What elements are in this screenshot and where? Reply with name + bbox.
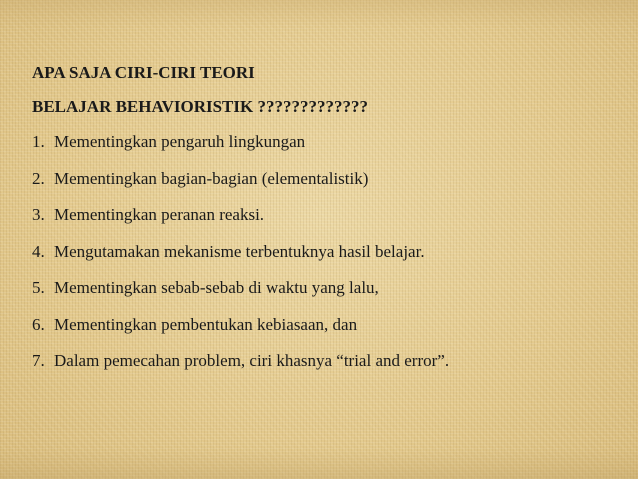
list-text: Mementingkan bagian-bagian (elementalistik)	[54, 168, 369, 188]
list-text: Mementingkan pengaruh lingkungan	[54, 132, 306, 151]
list-text: Mementingkan pembentukan kebiasaan, dan	[54, 314, 358, 334]
list-text: Mementingkan peranan reaksi.	[54, 205, 265, 224]
list-item	[32, 124, 622, 161]
list-item	[32, 161, 622, 198]
slide-content	[32, 56, 622, 380]
list-text: Mengutamakan mekanisme terbentuknya hasil belajar.	[54, 241, 425, 261]
list-number: 5.	[32, 278, 45, 297]
top-decorative-band	[0, 0, 638, 28]
list-number: 4.	[32, 241, 45, 261]
list-number: 2.	[32, 168, 45, 188]
list-text: Dalam pemecahan problem, ciri khasnya “trial and error”.	[54, 351, 450, 370]
heading-line-1: APA SAJA CIRI-CIRI TEORI	[32, 63, 255, 82]
list-number: 7.	[32, 351, 45, 370]
list-number: 6.	[32, 314, 45, 334]
bottom-decorative-band	[0, 449, 638, 479]
list-text: Mementingkan sebab-sebab di waktu yang lalu,	[54, 278, 379, 297]
list-item	[32, 343, 622, 380]
list-item	[32, 197, 622, 234]
list-number: 1.	[32, 132, 45, 151]
list-number: 3.	[32, 205, 45, 224]
criteria-list	[32, 124, 622, 380]
list-item	[32, 234, 622, 271]
list-item	[32, 270, 622, 307]
list-item	[32, 307, 622, 344]
heading-line-2: BELAJAR BEHAVIORISTIK ?????????????	[32, 97, 368, 116]
